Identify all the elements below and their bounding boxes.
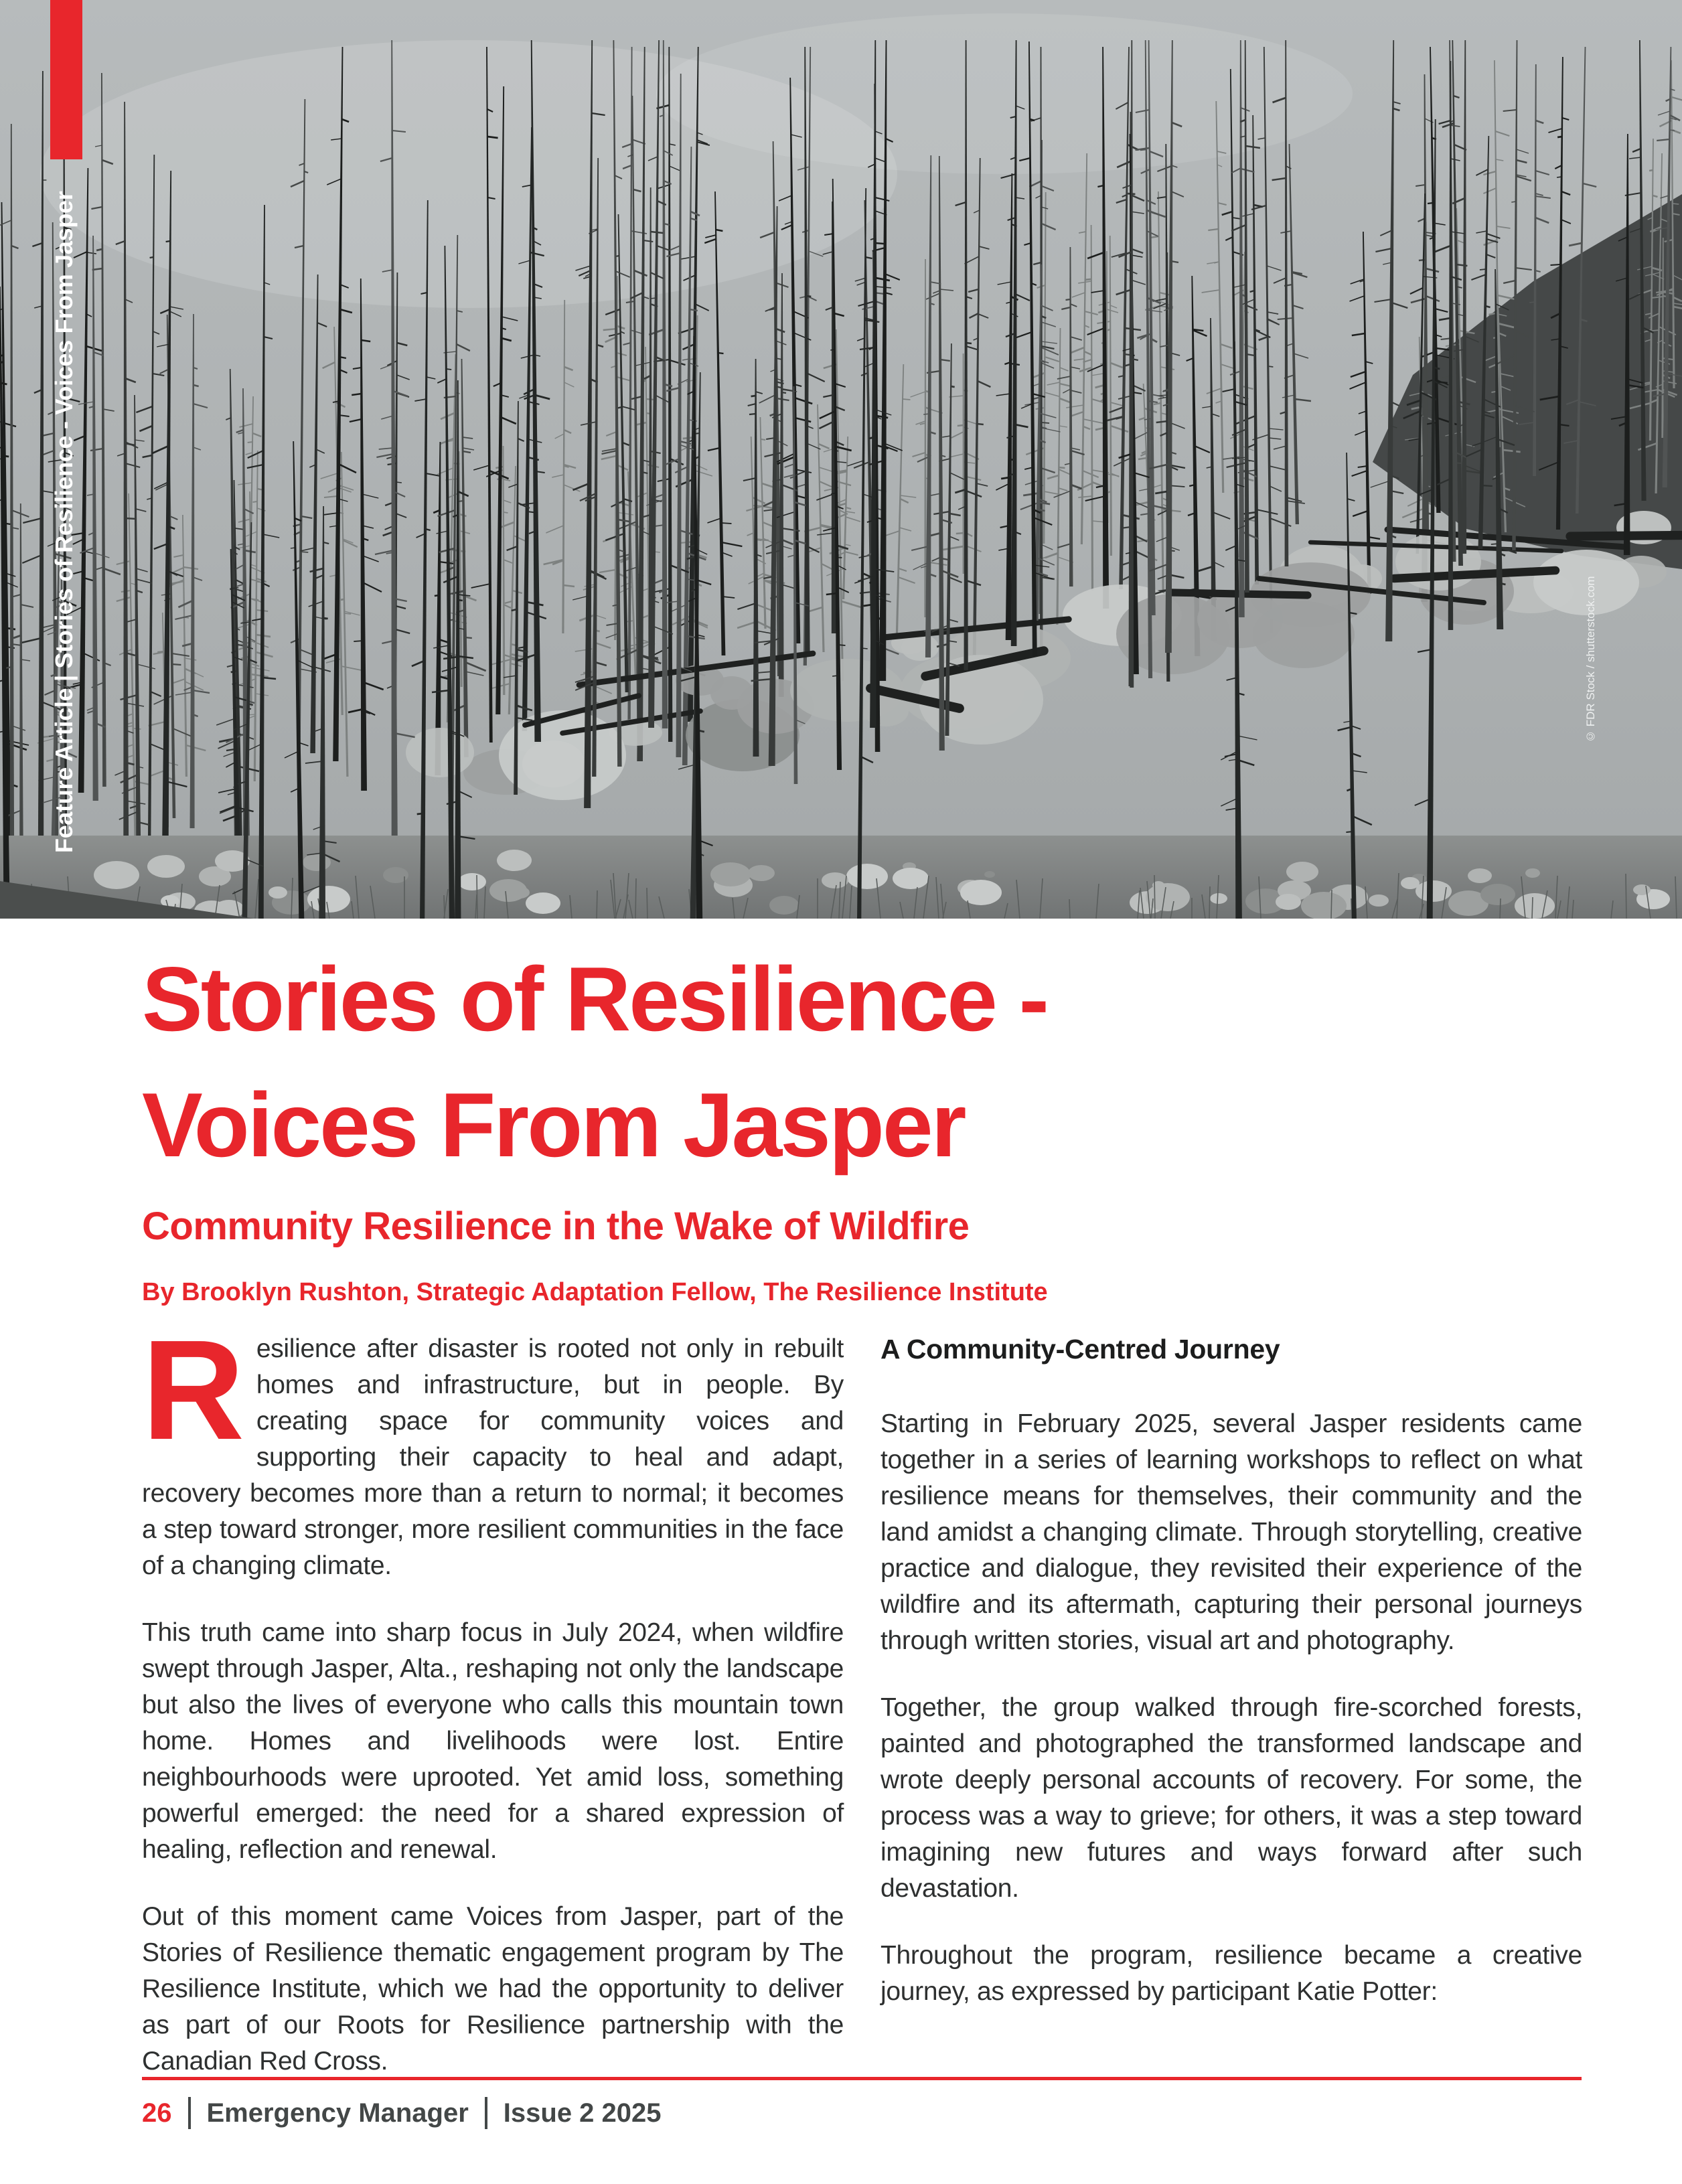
headline-block <box>142 936 1588 1307</box>
byline: By Brooklyn Rushton, Strategic Adaptation Fellow, The Resilience Institute <box>142 1278 1048 1306</box>
footer-divider <box>188 2097 191 2129</box>
wildfire-photo-art <box>0 0 1682 919</box>
photo-credit: © FDR Stock / shutterstock.com <box>1584 576 1597 743</box>
page-title-line1: Stories of Resilience - <box>142 948 1047 1050</box>
feature-tag-vertical: Feature Article | Stories of Resilience - Voices From Jasper <box>50 191 78 854</box>
page-title-line2: Voices From Jasper <box>142 1074 965 1176</box>
paragraph: Out of this moment came Voices from Jasper, part of the Stories of Resilience thematic engagement program by The Resilience Institute, which we had the opportunity to deliver as part of our Roots for Resilience partnership with the Canadian Red Cross. <box>142 1902 844 2076</box>
red-accent-bar <box>50 0 82 159</box>
footer <box>142 2097 662 2129</box>
paragraph: Starting in February 2025, several Jasper residents came together in a series of learning workshops to reflect on what resilience means for themselves, their community and the land amidst a changing climate. Through storytelling, creative practice and dialogue, they revisited their experience of the wildfire and its aftermath, capturing their personal journeys through written stories, visual art and photography. <box>881 1409 1582 1655</box>
issue-label: Issue 2 2025 <box>503 2098 662 2128</box>
section-heading: A Community-Centred Journey <box>881 1334 1280 1364</box>
paragraph: Throughout the program, resilience became a creative journey, as expressed by participant Katie Potter: <box>881 1941 1582 2006</box>
paragraph: This truth came into sharp focus in July 2024, when wildfire swept through Jasper, Alta., reshaping not only the landscape but also the lives of everyone who calls this mountain town home. Homes and livelihoods were lost. Entire neighbourhoods were uprooted. Yet amid loss, something powerful emerged: the need for a shared expression of healing, reflection and renewal. <box>142 1618 844 1864</box>
right-column <box>881 1331 1582 2110</box>
paragraph: Together, the group walked through fire-scorched forests, painted and photographed the transformed landscape and wrote deeply personal accounts of recovery. For some, the process was a way to grieve; for others, it was a step toward imagining new futures and ways forward after such devastation. <box>881 1693 1582 1903</box>
subtitle: Community Resilience in the Wake of Wildfire <box>142 1204 970 1248</box>
footer-rule <box>142 2077 1582 2080</box>
paragraph: Resilience after disaster is rooted not only in rebuilt homes and infrastructure, but in people. By creating space for community voices and supporting their capacity to heal and adapt, recovery becomes more than a return to normal; it becomes a step toward stronger, more resilient communities in the face of a changing climate. <box>142 1310 844 1580</box>
magazine-title: Emergency Manager <box>206 2098 469 2128</box>
left-column <box>142 1310 844 2110</box>
wildfire-photo <box>0 0 1682 919</box>
article-body <box>142 1310 1582 2110</box>
footer-divider <box>485 2097 487 2129</box>
page-number: 26 <box>142 2098 172 2128</box>
